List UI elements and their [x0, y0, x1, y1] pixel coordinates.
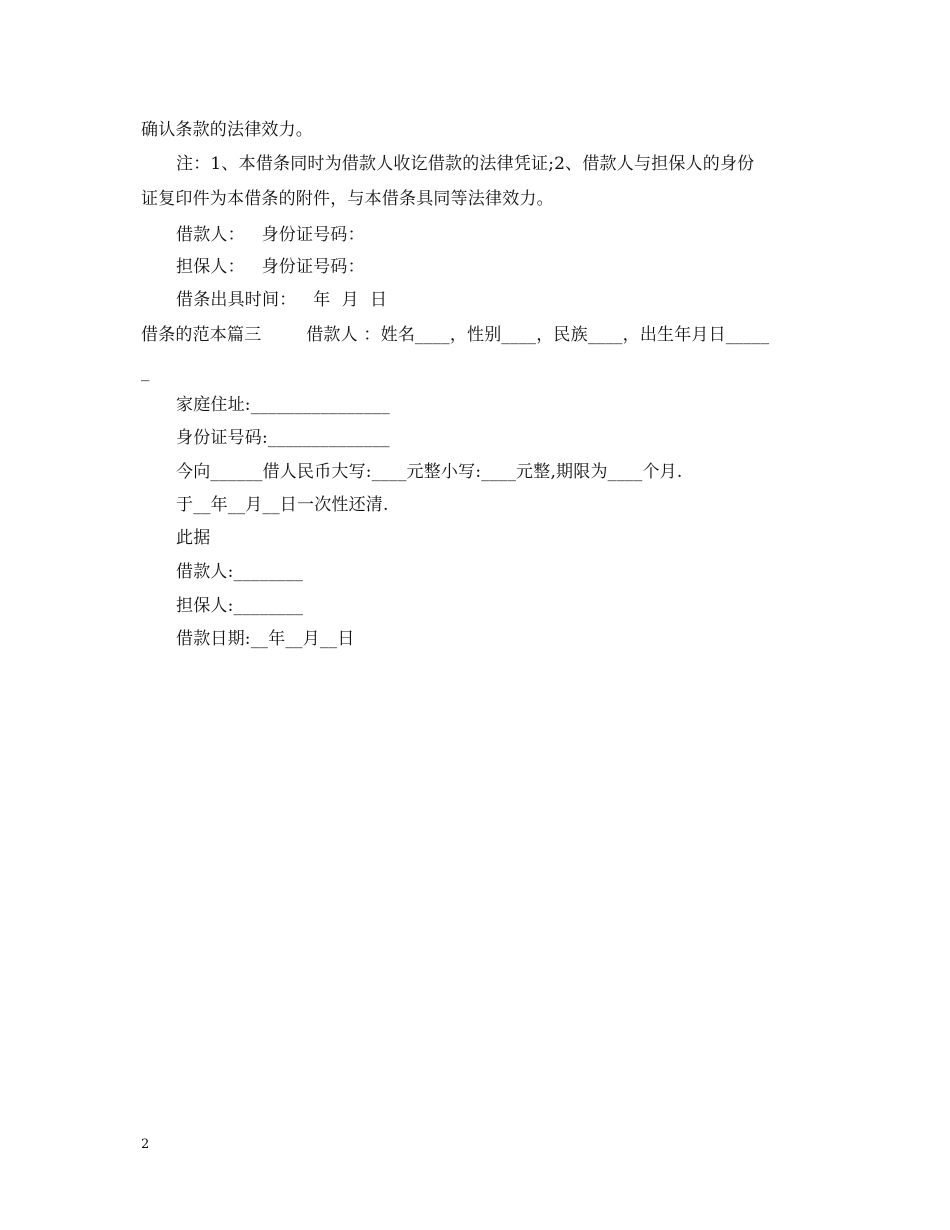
text-line-borrower-id: 借款人： 身份证号码：	[176, 225, 365, 245]
text-line-note: 注：1、本借条同时为借款人收讫借款的法律凭证;2、借款人与担保人的身份	[176, 154, 755, 174]
text-line-evidence: 此据	[176, 528, 211, 548]
text-line-loan-date: 借款日期:__年__月__日	[176, 629, 355, 649]
text-line-underscore-continuation: _	[141, 362, 150, 382]
page-number: 2	[141, 1137, 150, 1152]
text-line-issue-date: 借条出具时间： 年 月 日	[176, 290, 388, 310]
text-line-id-number: 身份证号码:______________	[176, 428, 390, 448]
text-line-note-continued: 证复印件为本借条的附件，与本借条具同等法律效力。	[141, 189, 554, 209]
text-line-home-address: 家庭住址:________________	[176, 395, 390, 415]
text-line-loan-amount: 今向______借人民币大写:____元整小写:____元整,期限为____个月.	[176, 462, 683, 482]
text-line-borrower-signature: 借款人:________	[176, 562, 304, 582]
text-line-guarantor-signature: 担保人:________	[176, 596, 304, 616]
text-line-legal-effect: 确认条款的法律效力。	[141, 120, 313, 140]
text-line-template-three: 借条的范本篇三 借款人 ：姓名____，性别____，民族____，出生年月日_____	[141, 325, 770, 345]
text-line-repayment-date: 于__年__月__日一次性还清.	[176, 495, 389, 515]
text-line-guarantor-id: 担保人： 身份证号码：	[176, 257, 365, 277]
